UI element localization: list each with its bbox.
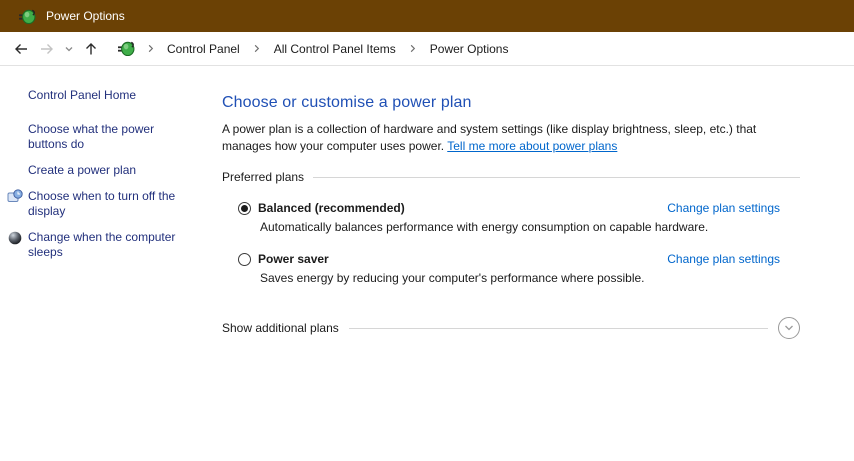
sleep-icon: [7, 230, 23, 246]
preferred-plans-group-header: [222, 170, 800, 184]
radio-dot: [241, 205, 248, 212]
chevron-right-icon[interactable]: [250, 42, 264, 56]
content-area: [0, 66, 854, 339]
page-title: Choose or customise a power plan: [222, 94, 472, 111]
power-plug-icon: [19, 8, 36, 25]
sidebar: [0, 66, 210, 339]
change-plan-settings-link-balanced[interactable]: Change plan settings: [667, 201, 780, 215]
show-additional-plans-row: [222, 317, 800, 339]
plan-description: Saves energy by reducing your computer's performance where possible.: [260, 271, 645, 285]
back-icon[interactable]: [8, 36, 34, 62]
main-pane: [222, 66, 800, 339]
sidebar-item-control-panel-home[interactable]: Control Panel Home: [28, 88, 137, 102]
intro-text: A power plan is a collection of hardware and system settings (like display brightness, sleep, etc.) that manages how your computer uses power.: [222, 122, 757, 153]
plan-description: Automatically balances performance with energy consumption on capable hardware.: [260, 220, 709, 234]
titlebar: [0, 0, 854, 32]
radio-dot: [241, 256, 248, 263]
sidebar-item-power-buttons[interactable]: [28, 122, 183, 152]
breadcrumb: [112, 36, 514, 62]
intro-paragraph: [222, 121, 800, 155]
plan-row-power-saver: [238, 252, 780, 266]
show-additional-rule: [349, 328, 768, 329]
window-title: Power Options: [46, 9, 125, 23]
sidebar-item-label: Create a power plan: [28, 163, 137, 177]
sidebar-item-create-power-plan[interactable]: [28, 163, 183, 178]
up-icon[interactable]: [78, 36, 104, 62]
tell-me-more-link[interactable]: Tell me more about power plans: [447, 139, 618, 153]
expand-additional-plans-button[interactable]: [778, 317, 800, 339]
plans-list: [238, 201, 800, 286]
chevron-down-icon: [783, 322, 795, 334]
breadcrumb-control-panel[interactable]: Control Panel: [167, 41, 240, 56]
recent-pages-chevron-icon[interactable]: [60, 36, 78, 62]
power-saver-radio[interactable]: [238, 253, 251, 266]
sidebar-item-label: Choose what the power buttons do: [28, 122, 155, 151]
plan-name[interactable]: Power saver: [258, 252, 329, 266]
power-plug-icon[interactable]: [118, 40, 135, 57]
group-rule: [313, 177, 800, 178]
chevron-right-icon[interactable]: [143, 42, 157, 56]
sidebar-task-list: [28, 122, 210, 260]
balanced-radio[interactable]: [238, 202, 251, 215]
breadcrumb-all-control-panel-items[interactable]: All Control Panel Items: [273, 41, 396, 56]
forward-icon[interactable]: [34, 36, 60, 62]
sidebar-item-label: Choose when to turn off the display: [28, 189, 176, 218]
show-additional-plans-label: Show additional plans: [222, 321, 339, 335]
breadcrumb-power-options[interactable]: Power Options: [429, 41, 509, 56]
sidebar-item-label: Change when the computer sleeps: [28, 230, 176, 259]
sidebar-item-turn-off-display[interactable]: [28, 189, 183, 219]
nav-buttons: [0, 36, 104, 62]
plan-row-balanced: [238, 201, 780, 215]
display-clock-icon: [7, 189, 23, 205]
change-plan-settings-link-power-saver[interactable]: Change plan settings: [667, 252, 780, 266]
plan-name[interactable]: Balanced (recommended): [258, 201, 405, 215]
chevron-right-icon[interactable]: [406, 42, 420, 56]
sidebar-item-computer-sleeps[interactable]: [28, 230, 183, 260]
navigation-bar: [0, 32, 854, 66]
preferred-plans-label: Preferred plans: [222, 170, 305, 184]
